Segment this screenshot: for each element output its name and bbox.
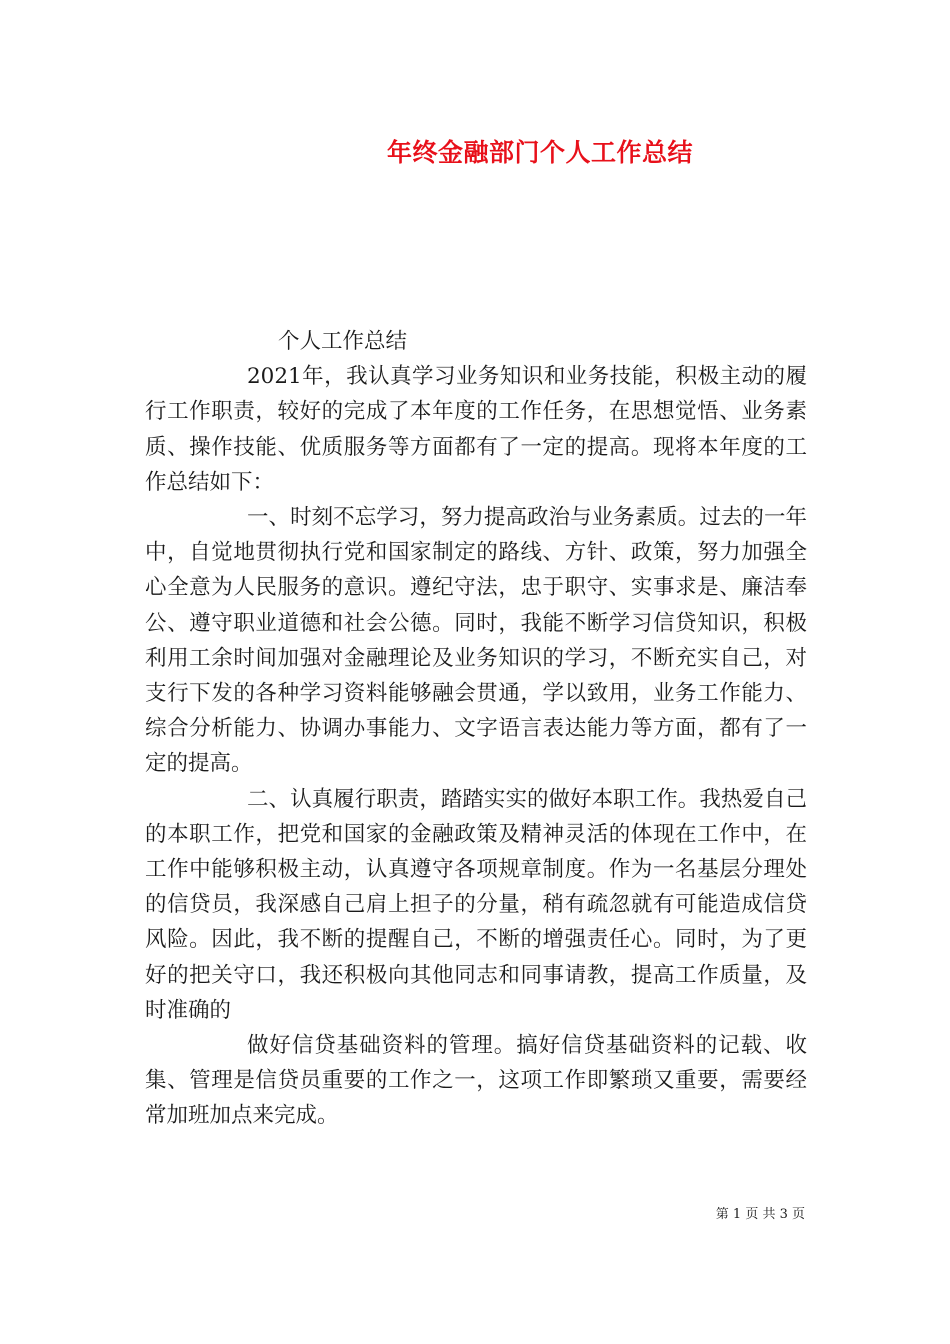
paragraph-study: 一、时刻不忘学习，努力提高政治与业务素质。过去的一年中，自觉地贯彻执行党和国家制定的路线、方针、政策，努力加强全心全意为人民服务的意识。遵纪守法，忠于职守、实事求是、廉洁奉公、遵守职业道德和社会公德。同时，我能不断学习信贷知识，积极利用工余时间加强对金融理论及业务知识的学习，不断充实自己，对支行下发的各种学习资料能够融会贯通，学以致用，业务工作能力、综合分析能力、协调办事能力、文字语言表达能力等方面，都有了一定的提高。	[145, 505, 807, 777]
paragraph-intro: 2021年，我认真学习业务知识和业务技能，积极主动的履行工作职责，较好的完成了本年度的工作任务，在思想觉悟、业务素质、操作技能、优质服务等方面都有了一定的提高。现将本年度的工作总结如下：	[145, 364, 807, 495]
page-number: 第 1 页 共 3 页	[715, 1207, 805, 1222]
document-body	[145, 324, 807, 1134]
paragraph-records: 做好信贷基础资料的管理。搞好信贷基础资料的记载、收集、管理是信贷员重要的工作之一，这项工作即繁琐又重要，需要经常加班加点来完成。	[145, 1033, 807, 1129]
paragraph-duty: 二、认真履行职责，踏踏实实的做好本职工作。我热爱自己的本职工作，把党和国家的金融政策及精神灵活的体现在工作中，在工作中能够积极主动，认真遵守各项规章制度。作为一名基层分理处的信贷员，我深感自己肩上担子的分量，稍有疏忽就有可能造成信贷风险。因此，我不断的提醒自己，不断的增强责任心。同时，为了更好的把关守口，我还积极向其他同志和同事请教，提高工作质量，及时准确的	[145, 786, 807, 1023]
document-title: 年终金融部门个人工作总结	[386, 138, 693, 167]
section-subheading: 个人工作总结	[278, 329, 408, 354]
